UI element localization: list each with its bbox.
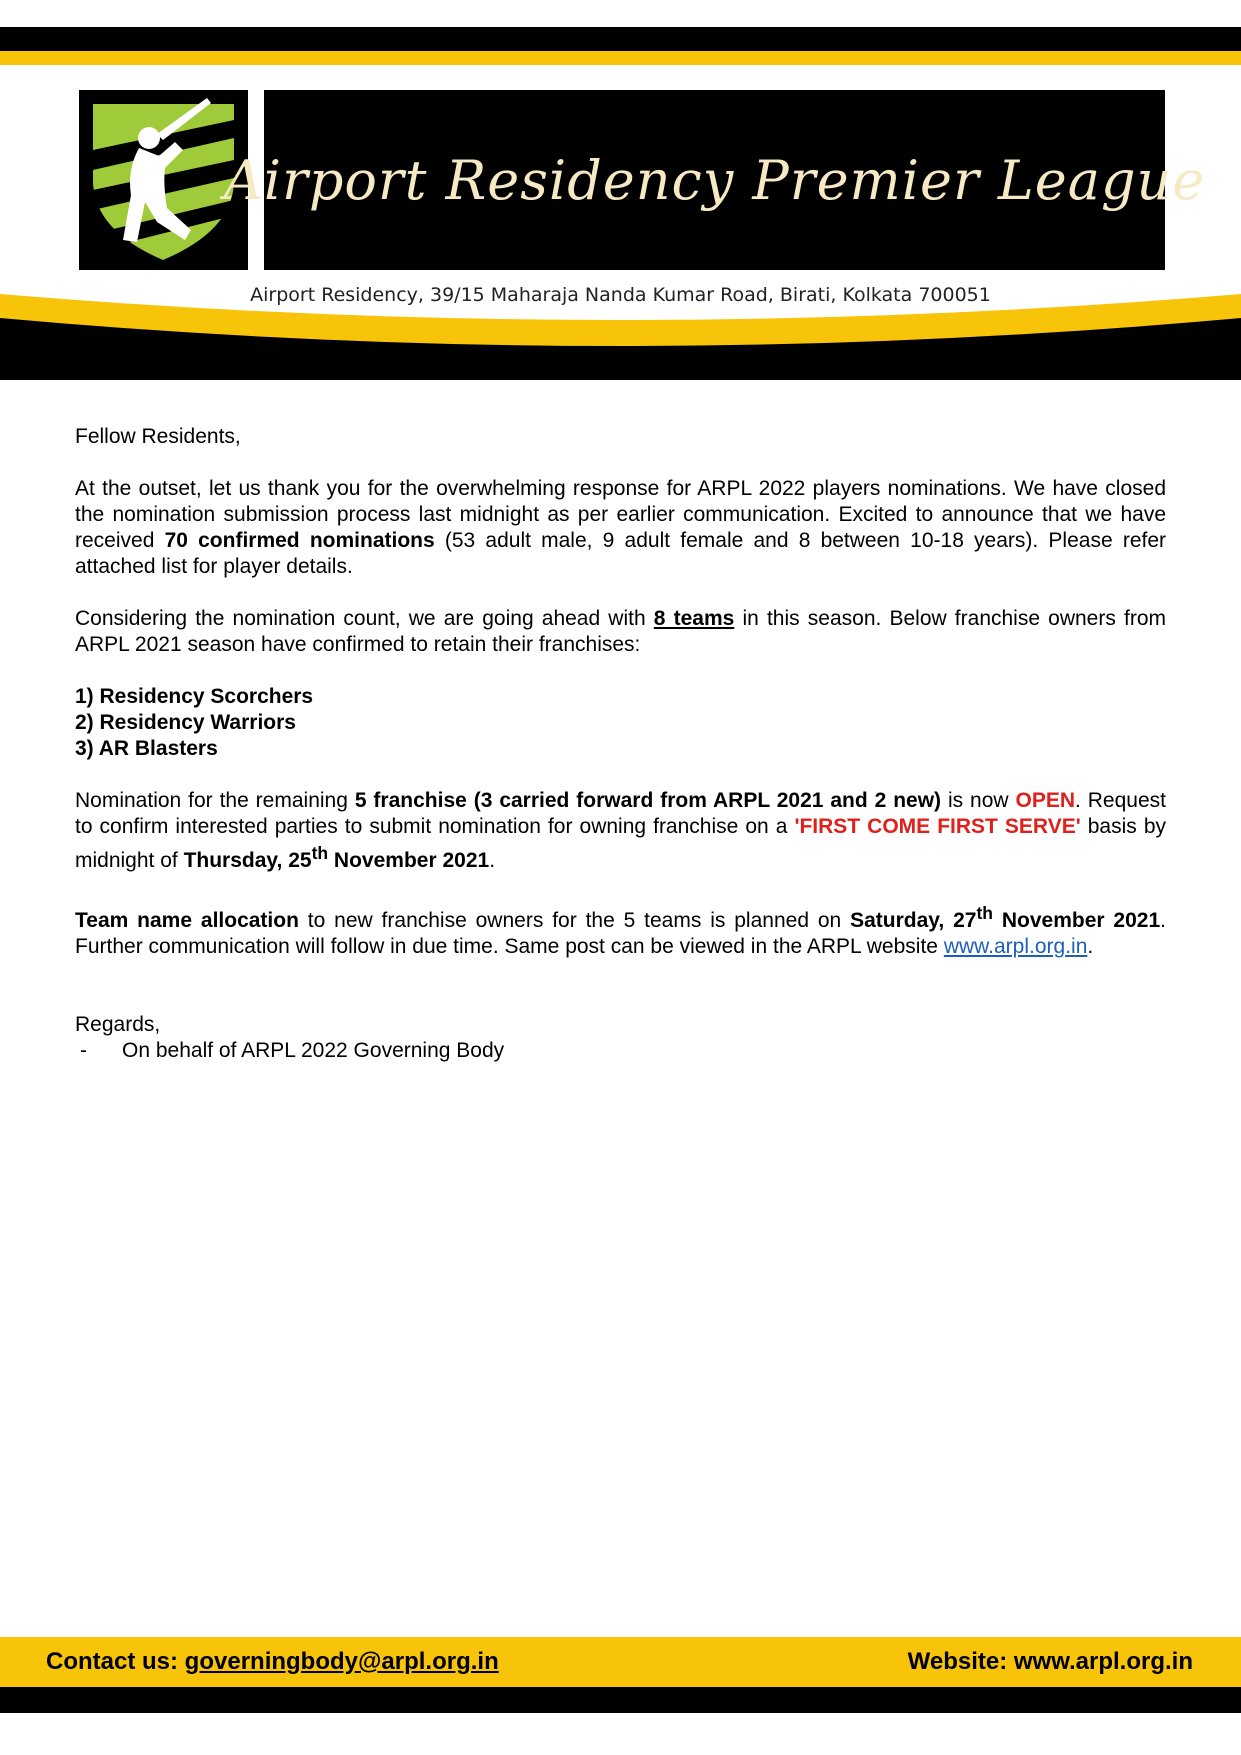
cricket-batsman-logo-icon [79, 90, 248, 270]
paragraph-teams: Considering the nomination count, we are going ahead with 8 teams in this season. Below franchise owners from ARPL 2021 season have confirmed to retain their franchises: [75, 607, 1166, 656]
footer-website: Website: www.arpl.org.in [907, 1648, 1193, 1675]
website-link[interactable]: www.arpl.org.in [943, 935, 1088, 958]
contact-email-link[interactable]: governingbody@arpl.org.in [184, 1648, 499, 1675]
retained-team-1: 1) Residency Scorchers [75, 685, 314, 708]
header-top-black-bar [0, 27, 1241, 51]
closing: Regards, [75, 1013, 161, 1036]
letter-body [75, 424, 1166, 1064]
league-banner [223, 90, 1206, 270]
league-logo [79, 90, 248, 270]
header-top-yellow-bar [0, 51, 1241, 65]
paragraph-team-allocation: Team name allocation to new franchise owners for the 5 teams is planned on Saturday, 27th November 2021. Further communication will follow in due time. Same post can be viewed in the ARPL website www.arpl.org.in. [75, 903, 1166, 958]
paragraph-open-franchise: Nomination for the remaining 5 franchise (3 carried forward from ARPL 2021 and 2 new) is now OPEN. Request to confirm interested parties to submit nomination for owning franchise on a 'FIRST COME FIRST SERVE' basis by midnight of Thursday, 25th November 2021. [75, 789, 1166, 872]
footer-contact: Contact us: governingbody@arpl.org.in [46, 1648, 499, 1675]
footer-black-bar [0, 1687, 1241, 1713]
salutation: Fellow Residents, [75, 425, 241, 448]
retained-team-2: 2) Residency Warriors [75, 711, 296, 734]
league-title: Airport Residency Premier League [223, 148, 1206, 212]
header-address: Airport Residency, 39/15 Maharaja Nanda Kumar Road, Birati, Kolkata 700051 [250, 284, 991, 306]
paragraph-nominations: At the outset, let us thank you for the overwhelming response for ARPL 2022 players nominations. We have closed the nomination submission process last midnight as per earlier communication. Excited to announce that we have received 70 confirmed nominations (53 adult male, 9 adult female and 8 between 10-18 years). Please refer attached list for player details. [75, 477, 1167, 578]
signature: - On behalf of ARPL 2022 Governing Body [80, 1039, 505, 1062]
retained-team-3: 3) AR Blasters [75, 737, 218, 760]
